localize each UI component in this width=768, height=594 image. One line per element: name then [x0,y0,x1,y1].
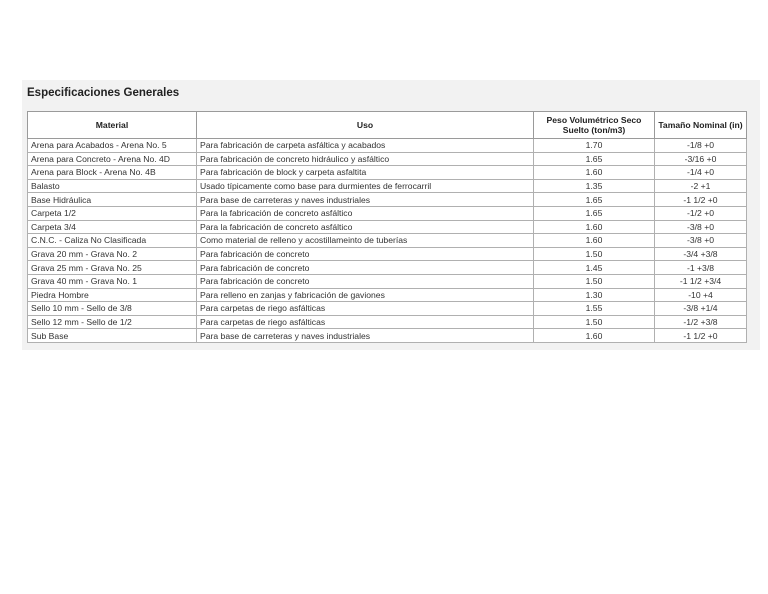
table-row [28,152,747,166]
uso-cell: Para fabricación de concreto [197,261,534,275]
material-cell: Sello 10 mm - Sello de 3/8 [28,302,197,316]
material-cell: Balasto [28,179,197,193]
uso-cell: Para fabricación de concreto hidráulico y asfáltico [197,152,534,166]
table-row [28,274,747,288]
uso-cell: Para fabricación de carpeta asfáltica y acabados [197,139,534,153]
uso-cell: Para fabricación de concreto [197,274,534,288]
material-cell: Grava 25 mm - Grava No. 25 [28,261,197,275]
table-body [28,139,747,343]
table-row [28,288,747,302]
table-row [28,220,747,234]
peso-cell: 1.65 [534,193,655,207]
table-row [28,315,747,329]
specifications-table [27,111,747,343]
table-row [28,261,747,275]
peso-cell: 1.70 [534,139,655,153]
peso-cell: 1.60 [534,166,655,180]
material-cell: Sello 12 mm - Sello de 1/2 [28,315,197,329]
tamano-cell: -3/8 +0 [655,220,747,234]
tamano-cell: -3/16 +0 [655,152,747,166]
tamano-cell: -2 +1 [655,179,747,193]
peso-cell: 1.55 [534,302,655,316]
material-cell: Arena para Concreto - Arena No. 4D [28,152,197,166]
uso-cell: Para base de carreteras y naves industriales [197,329,534,343]
tamano-cell: -1/4 +0 [655,166,747,180]
peso-cell: 1.50 [534,315,655,329]
material-cell: Carpeta 1/2 [28,206,197,220]
peso-cell: 1.60 [534,329,655,343]
table-row [28,206,747,220]
section-title: Especificaciones Generales [27,87,180,99]
header-material: Material [28,112,197,139]
uso-cell: Para fabricación de block y carpeta asfaltita [197,166,534,180]
uso-cell: Para carpetas de riego asfálticas [197,302,534,316]
table-header-row [28,112,747,139]
tamano-cell: -1/2 +3/8 [655,315,747,329]
material-cell: Base Hidráulica [28,193,197,207]
peso-cell: 1.65 [534,152,655,166]
material-cell: C.N.C. - Caliza No Clasificada [28,234,197,248]
table-row [28,247,747,261]
uso-cell: Para carpetas de riego asfálticas [197,315,534,329]
material-cell: Piedra Hombre [28,288,197,302]
uso-cell: Para la fabricación de concreto asfáltico [197,206,534,220]
peso-cell: 1.60 [534,220,655,234]
table-row [28,234,747,248]
tamano-cell: -3/4 +3/8 [655,247,747,261]
table-row [28,166,747,180]
material-cell: Carpeta 3/4 [28,220,197,234]
uso-cell: Para la fabricación de concreto asfáltico [197,220,534,234]
header-peso-volumetrico: Peso Volumétrico Seco Suelto (ton/m3) [534,112,655,139]
uso-cell: Para fabricación de concreto [197,247,534,261]
material-cell: Sub Base [28,329,197,343]
tamano-cell: -10 +4 [655,288,747,302]
peso-cell: 1.45 [534,261,655,275]
tamano-cell: -1 1/2 +3/4 [655,274,747,288]
peso-cell: 1.35 [534,179,655,193]
uso-cell: Para base de carreteras y naves industriales [197,193,534,207]
tamano-cell: -1 1/2 +0 [655,329,747,343]
tamano-cell: -1/2 +0 [655,206,747,220]
material-cell: Arena para Block - Arena No. 4B [28,166,197,180]
table-row [28,329,747,343]
table-row [28,179,747,193]
uso-cell: Como material de relleno y acostillameinto de tuberías [197,234,534,248]
table-row [28,302,747,316]
material-cell: Grava 40 mm - Grava No. 1 [28,274,197,288]
table-row [28,139,747,153]
tamano-cell: -3/8 +0 [655,234,747,248]
tamano-cell: -1 1/2 +0 [655,193,747,207]
peso-cell: 1.50 [534,247,655,261]
material-cell: Arena para Acabados - Arena No. 5 [28,139,197,153]
peso-cell: 1.60 [534,234,655,248]
peso-cell: 1.65 [534,206,655,220]
tamano-cell: -1 +3/8 [655,261,747,275]
tamano-cell: -1/8 +0 [655,139,747,153]
header-uso: Uso [197,112,534,139]
uso-cell: Para relleno en zanjas y fabricación de gaviones [197,288,534,302]
material-cell: Grava 20 mm - Grava No. 2 [28,247,197,261]
table-row [28,193,747,207]
uso-cell: Usado típicamente como base para durmientes de ferrocarril [197,179,534,193]
tamano-cell: -3/8 +1/4 [655,302,747,316]
header-tamano-nominal: Tamaño Nominal (in) [655,112,747,139]
peso-cell: 1.50 [534,274,655,288]
peso-cell: 1.30 [534,288,655,302]
